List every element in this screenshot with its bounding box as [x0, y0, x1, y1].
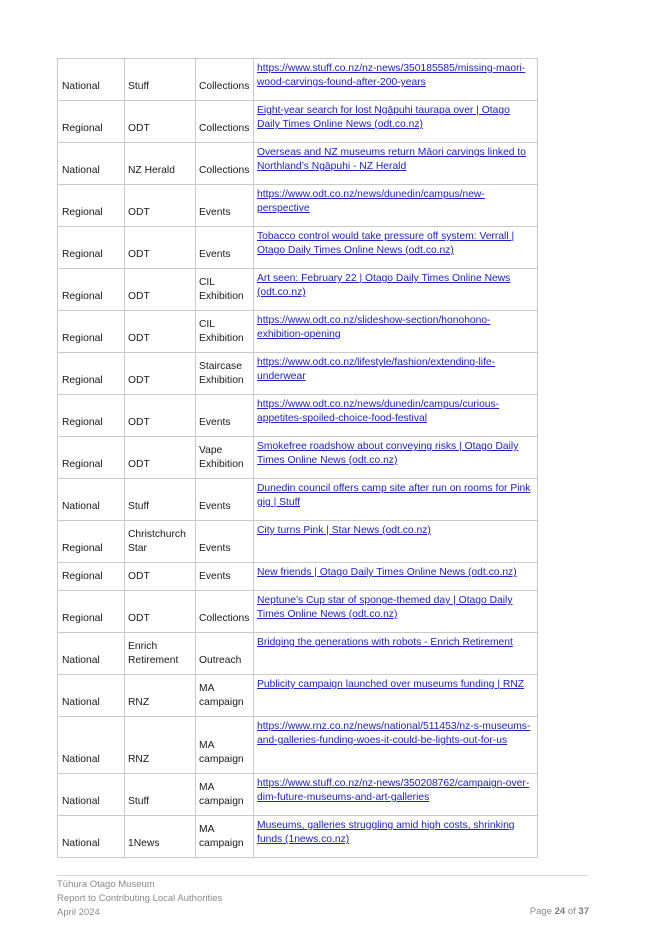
- table-row: [58, 437, 538, 479]
- link-cell: [254, 591, 538, 633]
- table-row: [58, 675, 538, 717]
- table-row: [58, 143, 538, 185]
- link-cell: [254, 437, 538, 479]
- article-link[interactable]: Smokefree roadshow about conveying risks | Otago Daily Times Online News (odt.co.nz): [257, 441, 519, 466]
- category-cell: Events: [196, 227, 254, 269]
- outlet-cell: ODT: [125, 227, 196, 269]
- outlet-cell: Enrich Retirement: [125, 633, 196, 675]
- scope-cell: Regional: [58, 395, 125, 437]
- scope-cell: Regional: [58, 563, 125, 591]
- article-link[interactable]: City turns Pink | Star News (odt.co.nz): [257, 525, 431, 536]
- category-cell: Vape Exhibition: [196, 437, 254, 479]
- scope-cell: Regional: [58, 591, 125, 633]
- category-cell: Collections: [196, 591, 254, 633]
- outlet-cell: ODT: [125, 437, 196, 479]
- table-row: [58, 395, 538, 437]
- category-cell: MA campaign: [196, 816, 254, 858]
- article-link[interactable]: https://www.rnz.co.nz/news/national/511453/nz-s-museums-and-galleries-funding-woes-it-could-be-lights-out-for-us: [257, 721, 531, 746]
- scope-cell: Regional: [58, 521, 125, 563]
- table-row: [58, 591, 538, 633]
- outlet-cell: 1News: [125, 816, 196, 858]
- category-cell: Outreach: [196, 633, 254, 675]
- link-cell: [254, 563, 538, 591]
- category-cell: Collections: [196, 101, 254, 143]
- article-link[interactable]: https://www.odt.co.nz/slideshow-section/honohono-exhibition-opening: [257, 315, 491, 340]
- table-row: [58, 227, 538, 269]
- article-link[interactable]: Overseas and NZ museums return Māori carvings linked to Northland’s Ngāpuhi - NZ Herald: [257, 147, 526, 172]
- link-cell: [254, 227, 538, 269]
- table-row: [58, 563, 538, 591]
- link-cell: [254, 521, 538, 563]
- page-total: 37: [578, 906, 589, 917]
- table-row: [58, 633, 538, 675]
- table-row: [58, 353, 538, 395]
- scope-cell: Regional: [58, 101, 125, 143]
- outlet-cell: Stuff: [125, 774, 196, 816]
- table-row: [58, 816, 538, 858]
- scope-cell: Regional: [58, 437, 125, 479]
- page-current: 24: [554, 906, 566, 917]
- outlet-cell: RNZ: [125, 675, 196, 717]
- article-link[interactable]: Neptune’s Cup star of sponge-themed day | Otago Daily Times Online News (odt.co.nz): [257, 595, 513, 620]
- scope-cell: Regional: [58, 227, 125, 269]
- table-row: [58, 311, 538, 353]
- link-cell: [254, 269, 538, 311]
- link-cell: [254, 311, 538, 353]
- scope-cell: National: [58, 816, 125, 858]
- outlet-cell: ODT: [125, 591, 196, 633]
- article-link[interactable]: https://www.odt.co.nz/news/dunedin/campus/curious-appetites-spoiled-choice-food-festival: [257, 399, 500, 424]
- category-cell: MA campaign: [196, 675, 254, 717]
- link-cell: [254, 774, 538, 816]
- category-cell: Events: [196, 521, 254, 563]
- table-row: [58, 101, 538, 143]
- article-link[interactable]: Publicity campaign launched over museums funding | RNZ: [257, 679, 525, 690]
- footer-date: April 2024: [57, 907, 100, 918]
- footer-report-title: Report to Contributing Local Authorities: [57, 893, 223, 904]
- article-link[interactable]: https://www.odt.co.nz/news/dunedin/campus/new-perspective: [257, 189, 485, 214]
- link-cell: [254, 59, 538, 101]
- category-cell: CIL Exhibition: [196, 311, 254, 353]
- category-cell: Events: [196, 479, 254, 521]
- footer-org: Tūhura Otago Museum: [57, 879, 155, 890]
- outlet-cell: RNZ: [125, 717, 196, 774]
- scope-cell: National: [58, 717, 125, 774]
- outlet-cell: ODT: [125, 101, 196, 143]
- table-row: [58, 717, 538, 774]
- category-cell: Events: [196, 563, 254, 591]
- article-link[interactable]: Dunedin council offers camp site after run on rooms for Pink gig | Stuff: [257, 483, 531, 508]
- table-row: [58, 59, 538, 101]
- scope-cell: National: [58, 633, 125, 675]
- outlet-cell: ODT: [125, 311, 196, 353]
- link-cell: [254, 353, 538, 395]
- outlet-cell: ODT: [125, 353, 196, 395]
- link-cell: [254, 675, 538, 717]
- outlet-cell: ODT: [125, 269, 196, 311]
- article-link[interactable]: Museums, galleries struggling amid high costs, shrinking funds (1news.co.nz): [257, 820, 515, 845]
- scope-cell: Regional: [58, 269, 125, 311]
- category-cell: Events: [196, 395, 254, 437]
- link-cell: [254, 633, 538, 675]
- media-coverage-table: [57, 58, 538, 858]
- link-cell: [254, 717, 538, 774]
- scope-cell: National: [58, 774, 125, 816]
- table-row: [58, 269, 538, 311]
- article-link[interactable]: https://www.stuff.co.nz/nz-news/350208762/campaign-over-dim-future-museums-and-art-galleries: [257, 778, 530, 803]
- scope-cell: Regional: [58, 185, 125, 227]
- category-cell: CIL Exhibition: [196, 269, 254, 311]
- article-link[interactable]: Tobacco control would take pressure off system: Verrall | Otago Daily Times Online News (odt.co.nz): [257, 231, 515, 256]
- category-cell: Events: [196, 185, 254, 227]
- scope-cell: National: [58, 479, 125, 521]
- page-number: Page 24 of 37: [529, 906, 589, 917]
- article-link[interactable]: Eight-year search for lost Ngāpuhi taurapa over | Otago Daily Times Online News (odt.co.nz): [257, 105, 510, 130]
- table-row: [58, 479, 538, 521]
- table-row: [58, 774, 538, 816]
- article-link[interactable]: New friends | Otago Daily Times Online News (odt.co.nz): [257, 567, 517, 578]
- scope-cell: National: [58, 143, 125, 185]
- outlet-cell: ODT: [125, 395, 196, 437]
- scope-cell: Regional: [58, 353, 125, 395]
- outlet-cell: ODT: [125, 185, 196, 227]
- scope-cell: National: [58, 59, 125, 101]
- scope-cell: National: [58, 675, 125, 717]
- outlet-cell: Stuff: [125, 59, 196, 101]
- footer-divider: [57, 875, 589, 876]
- category-cell: MA campaign: [196, 774, 254, 816]
- outlet-cell: ODT: [125, 563, 196, 591]
- category-cell: MA campaign: [196, 717, 254, 774]
- link-cell: [254, 143, 538, 185]
- article-link[interactable]: Art seen: February 22 | Otago Daily Times Online News (odt.co.nz): [257, 273, 511, 298]
- article-link[interactable]: https://www.stuff.co.nz/nz-news/350185585/missing-maori-wood-carvings-found-after-200-years: [257, 63, 526, 88]
- article-link[interactable]: Bridging the generations with robots - Enrich Retirement: [257, 637, 513, 648]
- table-row: [58, 521, 538, 563]
- category-cell: Collections: [196, 143, 254, 185]
- link-cell: [254, 816, 538, 858]
- outlet-cell: NZ Herald: [125, 143, 196, 185]
- scope-cell: Regional: [58, 311, 125, 353]
- link-cell: [254, 395, 538, 437]
- category-cell: Collections: [196, 59, 254, 101]
- outlet-cell: Stuff: [125, 479, 196, 521]
- footer: [57, 878, 222, 920]
- table-row: [58, 185, 538, 227]
- category-cell: Staircase Exhibition: [196, 353, 254, 395]
- link-cell: [254, 101, 538, 143]
- article-link[interactable]: https://www.odt.co.nz/lifestyle/fashion/extending-life-underwear: [257, 357, 496, 382]
- outlet-cell: Christchurch Star: [125, 521, 196, 563]
- link-cell: [254, 185, 538, 227]
- link-cell: [254, 479, 538, 521]
